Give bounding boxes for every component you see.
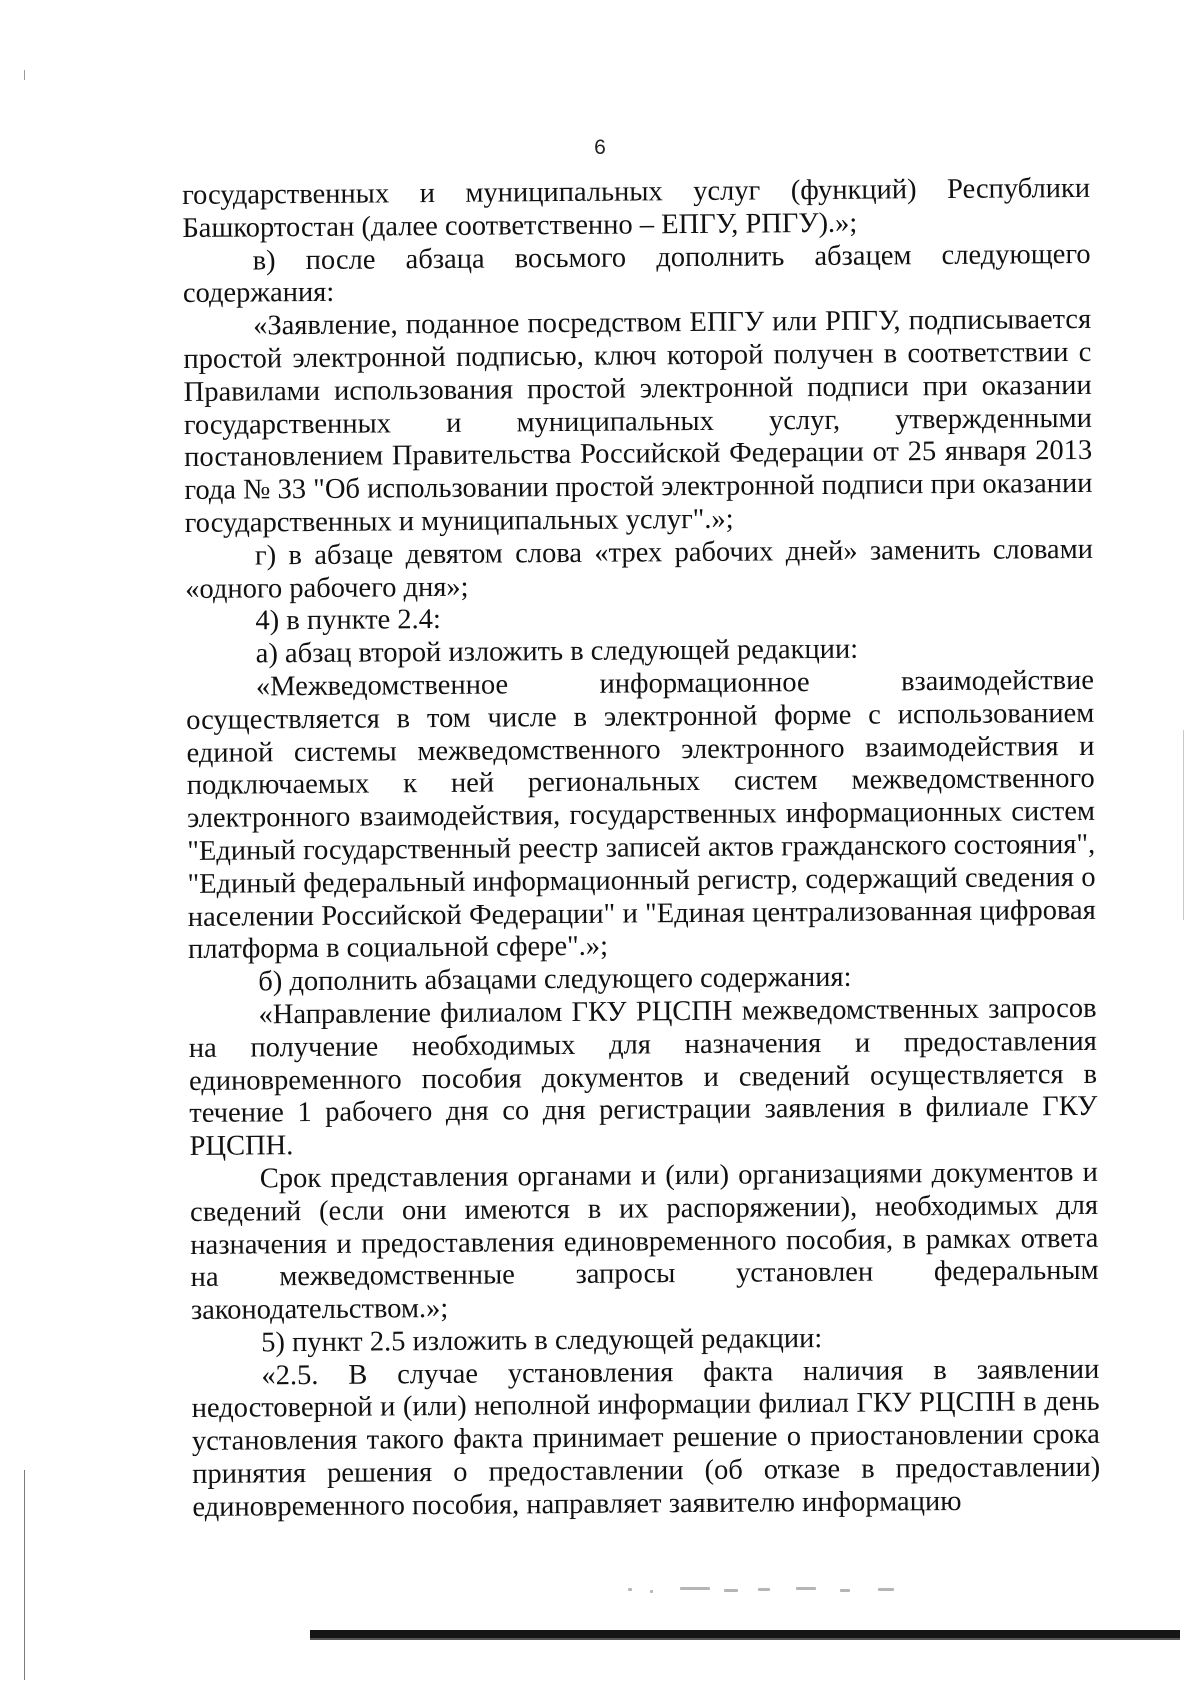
document-body [182, 173, 1101, 1525]
paragraph-7: «Межведомственное информационное взаимодействие осуществляется в том числе в электронной форме с использованием единой системы межведомственного электронного взаимодействия и подключаемых к ней региональных систем межведомственного электронного взаимодействия, государственных информационных систем "Единый государственный реестр записей актов гражданского состояния", "Единый федеральный информационный регистр, содержащий сведения о населении Российской Федерации" и "Единая централизованная цифровая платформа в социальной сфере".»; [186, 664, 1096, 966]
scan-specks [620, 1582, 980, 1598]
paragraph-6: а) абзац второй изложить в следующей редакции: [255, 633, 859, 670]
speck [758, 1588, 770, 1591]
paragraph-4: г) в абзаце девятом слова «трех рабочих дней» заменить словами «одного рабочего дня»; [185, 533, 1094, 605]
speck [878, 1588, 894, 1591]
speck [840, 1589, 850, 1592]
speck [650, 1590, 653, 1593]
scan-margin-mark-top [24, 70, 25, 80]
footer-rule [310, 1630, 1180, 1638]
paragraph-9: «Направление филиалом ГКУ РЦСПН межведомственных запросов на получение необходимых для назначения и предоставления единовременного пособия документов и сведений осуществляется в течение 1 рабочего дня со дня регистрации заявления в филиале ГКУ РЦСПН. [188, 992, 1098, 1163]
speck [628, 1588, 632, 1591]
scan-margin-mark-bottom [24, 1470, 25, 1680]
scan-edge-mark [1183, 730, 1184, 920]
paragraph-8: б) дополнить абзацами следующего содержания: [258, 961, 852, 998]
speck [796, 1587, 816, 1590]
paragraph-5: 4) в пункте 2.4: [255, 604, 442, 637]
paragraph-2: в) после абзаца восьмого дополнить абзацем следующего содержания: [182, 238, 1091, 310]
page-number: 6 [594, 136, 606, 159]
paragraph-1: государственных и муниципальных услуг (функций) Республики Башкортостан (далее соответственно – ЕПГУ, РПГУ).»; [182, 172, 1091, 244]
paragraph-12: «2.5. В случае установления факта наличия в заявлении недостоверной и (или) неполной информации филиал ГКУ РЦСПН в день установления такого факта принимает решение о приостановлении срока принятия решения о предоставлении (об отказе в предоставлении) единовременного пособия, направляет заявителю информацию [191, 1353, 1101, 1523]
paragraph-11: 5) пункт 2.5 изложить в следующей редакции: [261, 1322, 823, 1359]
paragraph-3: «Заявление, поданное посредством ЕПГУ или РПГУ, подписывается простой электронной подписью, ключ которой получен в соответствии с Правилами использования простой электронной подписи при оказании государственных и муниципальных услуг, утвержденными постановлением Правительства Российской Федерации от 25 января 2013 года № 33 "Об использовании простой электронной подписи при оказании государственных и муниципальных услуг".»; [183, 304, 1093, 539]
speck [724, 1589, 738, 1592]
paragraph-10: Срок представления органами и (или) организациями документов и сведений (если они имеются в их распоряжении), необходимых для назначения и предоставления единовременного пособия, в рамках ответа на межведомственные запросы установлен федеральным законодательством.»; [189, 1156, 1099, 1327]
footer-rule-shadow [310, 1638, 1180, 1640]
speck [680, 1587, 710, 1590]
